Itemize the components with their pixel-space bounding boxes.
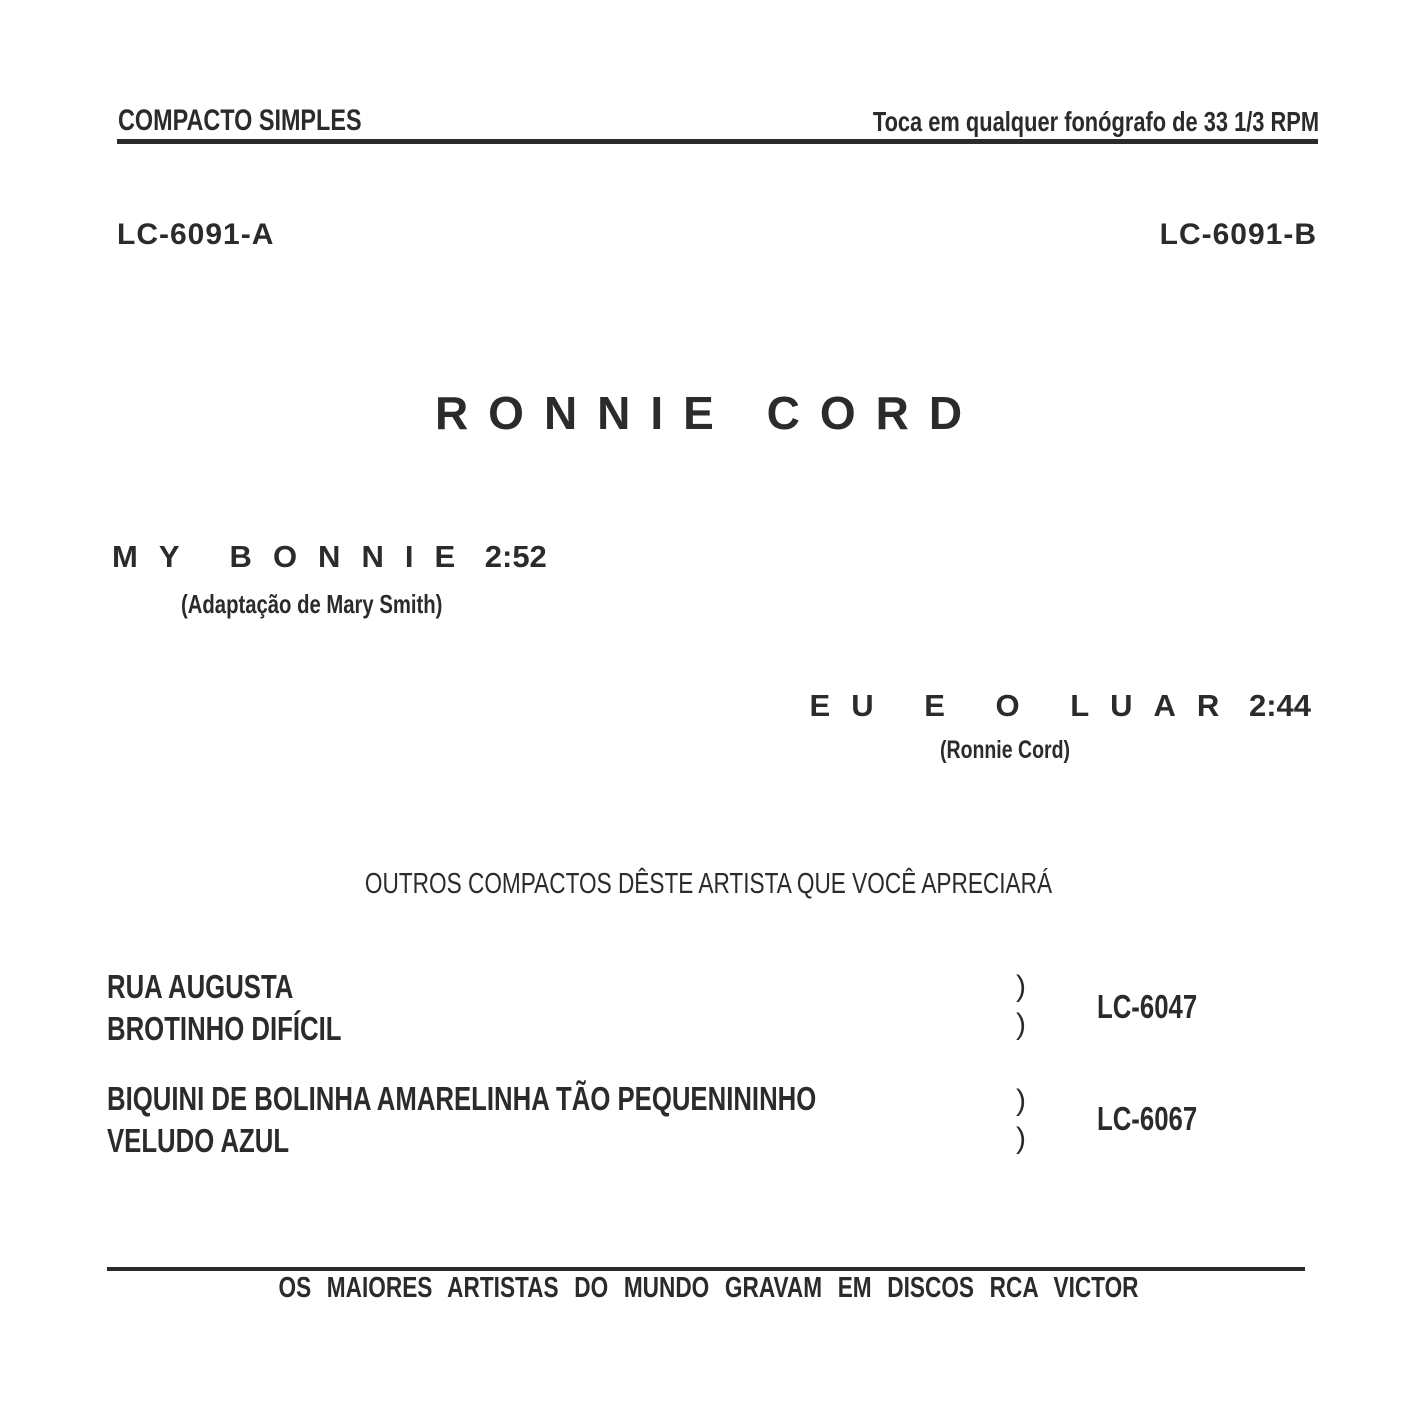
track-b-duration: 2:44 <box>1248 688 1311 723</box>
track-a-credit: (Adaptação de Mary Smith) <box>181 589 443 619</box>
other-records-heading: OUTROS COMPACTOS DÊSTE ARTISTA QUE VOCÊ APRECIARÁ <box>364 868 1053 900</box>
bracket-mark: ) <box>1016 1122 1026 1155</box>
header-divider <box>117 139 1318 144</box>
track-a-title: MY BONNIE <box>112 539 477 574</box>
track-b-credit: (Ronnie Cord) <box>940 736 1070 764</box>
playback-note: Toca em qualquer fonógrafo de 33 1/3 RPM <box>872 106 1319 137</box>
bracket-mark: ) <box>1016 970 1026 1003</box>
footer-slogan: OS MAIORES ARTISTAS DO MUNDO GRAVAM EM DISCOS RCA VICTOR <box>278 1272 1139 1304</box>
bracket-mark: ) <box>1016 1008 1026 1041</box>
other-song-title: BIQUINI DE BOLINHA AMARELINHA TÃO PEQUENININHO <box>107 1080 817 1117</box>
bracket-mark: ) <box>1016 1084 1026 1117</box>
other-record-catalog-code: LC-6067 <box>1097 1100 1198 1137</box>
other-song-title: VELUDO AZUL <box>107 1122 290 1159</box>
format-label: COMPACTO SIMPLES <box>118 104 362 137</box>
side-b-catalog-code: LC-6091-B <box>1159 218 1317 251</box>
other-song-title: RUA AUGUSTA <box>107 968 294 1005</box>
track-b-title: EU E O LUAR <box>809 688 1241 723</box>
artist-name: RONNIE CORD <box>434 387 983 439</box>
track-a-duration: 2:52 <box>484 539 547 574</box>
side-a-catalog-code: LC-6091-A <box>117 218 275 251</box>
other-record-catalog-code: LC-6047 <box>1097 988 1198 1025</box>
other-song-title: BROTINHO DIFÍCIL <box>107 1010 342 1047</box>
track-a-heading <box>112 539 547 575</box>
footer-divider <box>107 1267 1305 1271</box>
track-b-heading <box>810 688 1311 724</box>
